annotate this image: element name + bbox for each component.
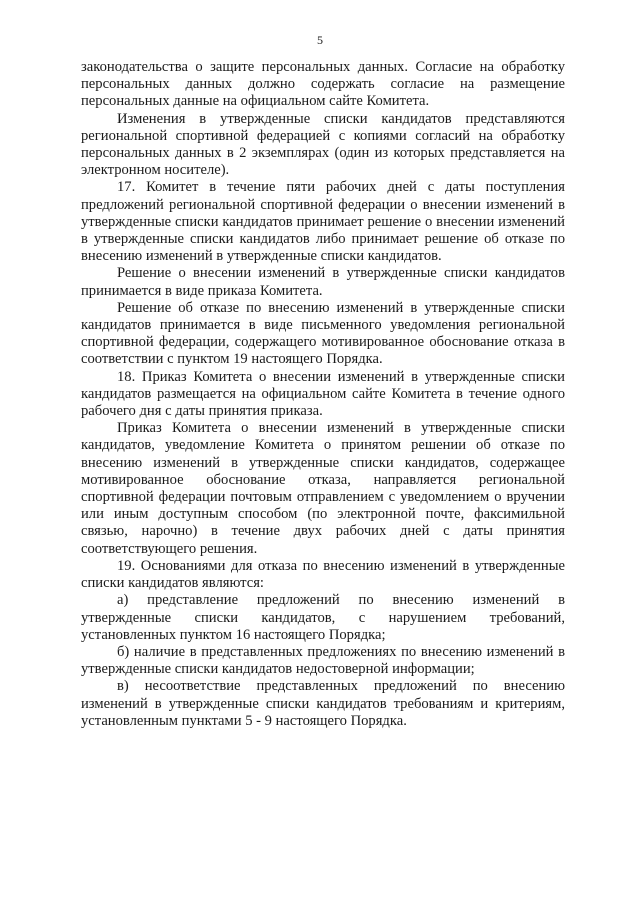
paragraph: Решение о внесении изменений в утвержденные списки кандидатов принимается в виде приказа Комитета. — [81, 265, 565, 299]
list-item: б) наличие в представленных предложениях по внесению изменений в утвержденные списки кандидатов недостоверной информации; — [81, 643, 565, 678]
list-item: а) представление предложений по внесению изменений в утвержденные списки кандидатов, с нарушением требований, установленных пунктом 16 настоящего Порядка; — [81, 592, 565, 643]
document-body — [81, 59, 565, 730]
list-item: в) несоответствие представленных предложений по внесению изменений в утвержденные списки кандидатов требованиям и критериям, установленным пунктами 5 - 9 настоящего Порядка. — [81, 678, 565, 729]
paragraph: Изменения в утвержденные списки кандидатов представляются региональной спортивной федерацией с копиями согласий на обработку персональных данных в 2 экземплярах (один из которых представляется на электронном носителе). — [81, 110, 565, 179]
paragraph: законодательства о защите персональных данных. Согласие на обработку персональных данных должно содержать согласие на размещение персональных данные на официальном сайте Комитета. — [81, 59, 565, 110]
paragraph: Приказ Комитета о внесении изменений в утвержденные списки кандидатов, уведомление Комитета о принятом решении об отказе по внесению изменений в утвержденные списки кандидатов, содержащее мотивированное обоснование отказа, направляется региональной спортивной федерации почтовым отправлением с уведомлением о вручении или иным доступным способом (по электронной почте, факсимильной связью, нарочно) в течение двух рабочих дней с даты принятия соответствующего решения. — [81, 420, 565, 557]
paragraph: Решение об отказе по внесению изменений в утвержденные списки кандидатов принимается в виде письменного уведомления региональной спортивной федерации, содержащего мотивированное обоснование отказа в соответствии с пунктом 19 настоящего Порядка. — [81, 299, 565, 368]
paragraph: 18. Приказ Комитета о внесении изменений в утвержденные списки кандидатов размещается на официальном сайте Комитета в течение одного рабочего дня с даты принятия приказа. — [81, 368, 565, 420]
paragraph: 19. Основаниями для отказа по внесению изменений в утвержденные списки кандидатов являются: — [81, 557, 565, 592]
page-number: 5 — [317, 33, 323, 47]
paragraph: 17. Комитет в течение пяти рабочих дней с даты поступления предложений региональной спортивной федерации о внесении изменений в утвержденные списки кандидатов принимает решение о внесении изменений в утвержденные списки кандидатов либо принимает решение об отказе по внесению изменений в утвержденные списки кандидатов. — [81, 179, 565, 265]
